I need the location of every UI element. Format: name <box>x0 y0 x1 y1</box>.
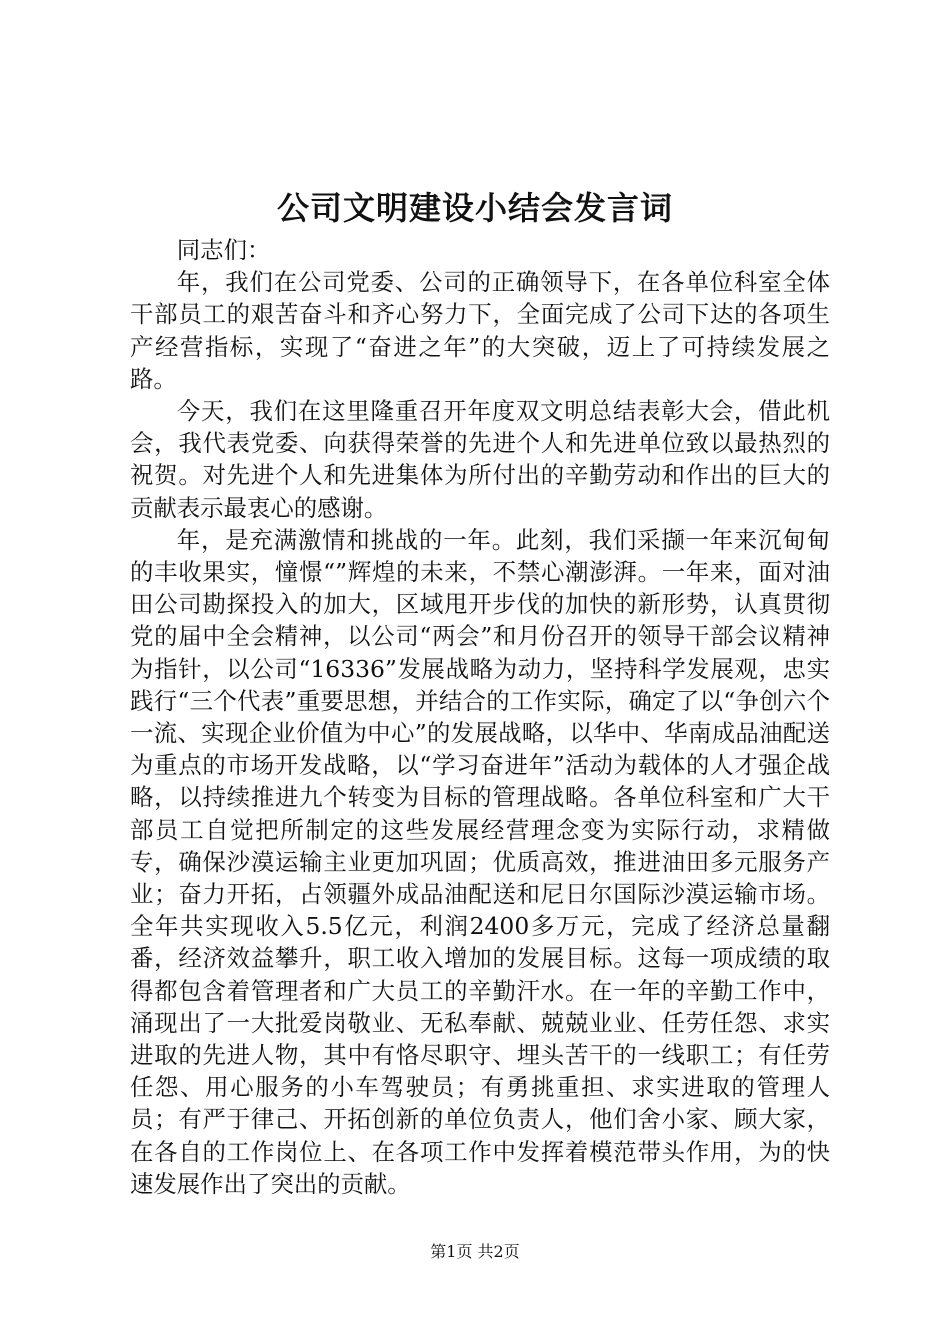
paragraph-1: 年，我们在公司党委、公司的正确领导下，在各单位科室全体干部员工的艰苦奋斗和齐心努力下，全面完成了公司下达的各项生产经营指标，实现了“奋进之年”的大突破，迈上了可持续发展之路。 <box>130 268 830 393</box>
document-body <box>130 234 830 1200</box>
paragraph-3: 年，是充满激情和挑战的一年。此刻，我们采撷一年来沉甸甸的丰收果实，憧憬“”辉煌的未来，不禁心潮澎湃。一年来，面对油田公司勘探投入的加大，区域甩开步伐的加快的新形势，认真贯彻党的届中全会精神，以公司“两会”和月份召开的领导干部会议精神为指针，以公司“16336”发展战略为动力，坚持科学发展观，忠实践行“三个代表”重要思想，并结合的工作实际，确定了以“争创六个一流、实现企业价值为中心”的发展战略，以华中、华南成品油配送为重点的市场开发战略，以“学习奋进年”活动为载体的人才强企战略，以持续推进九个转变为目标的管理战略。各单位科室和广大干部员工自觉把所制定的这些发展经营理念变为实际行动，求精做专，确保沙漠运输主业更加巩固；优质高效，推进油田多元服务产业；奋力开拓，占领疆外成品油配送和尼日尔国际沙漠运输市场。全年共实现收入5.5亿元，利润2400多万元，完成了经济总量翻番，经济效益攀升，职工收入增加的发展目标。这每一项成绩的取得都包含着管理者和广大员工的辛勤汗水。在一年的辛勤工作中，涌现出了一大批爱岗敬业、无私奉献、兢兢业业、任劳任怨、求实进取的先进人物，其中有恪尽职守、埋头苦干的一线职工；有任劳任怨、用心服务的小车驾驶员；有勇挑重担、求实进取的管理人员；有严于律己、开拓创新的单位负责人，他们舍小家、顾大家，在各自的工作岗位上、在各项工作中发挥着模范带头作用，为的快速发展作出了突出的贡献。 <box>130 525 830 1198</box>
page-indicator: 第1页 共2页 <box>430 1242 520 1261</box>
page-footer <box>0 1241 950 1263</box>
salutation: 同志们： <box>176 236 271 264</box>
page-title: 公司文明建设小结会发言词 <box>276 189 673 227</box>
paragraph-2: 今天，我们在这里隆重召开年度双文明总结表彰大会，借此机会，我代表党委、向获得荣誉的先进个人和先进单位致以最热烈的祝贺。对先进个人和先进集体为所付出的辛勤劳动和作出的巨大的贡献表示最衷心的感谢。 <box>130 397 830 522</box>
